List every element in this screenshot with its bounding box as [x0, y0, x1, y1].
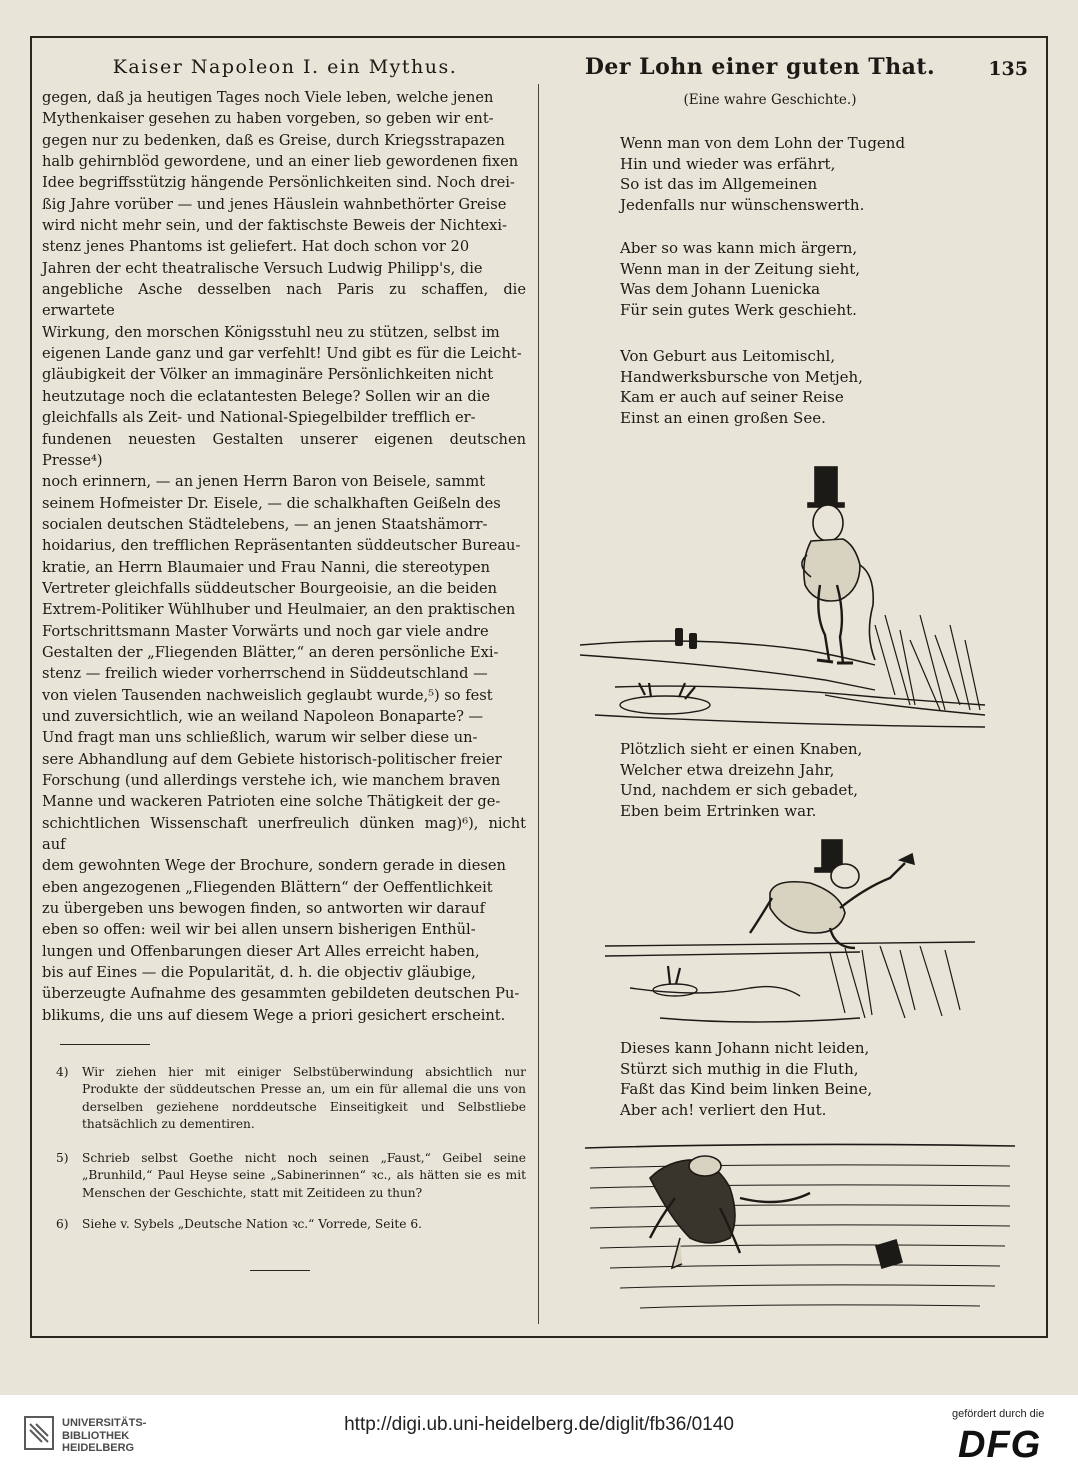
verse-line: Einst an einen großen See.	[620, 408, 826, 427]
footnote	[56, 1150, 526, 1202]
text-line: schichtlichen Wissenschaft unerfreulich dünken mag)⁶), nicht auf	[42, 814, 526, 854]
poem-stanza	[620, 346, 980, 428]
verse-line: Jedenfalls nur wünschenswerth.	[620, 195, 865, 214]
footnote-text: Wir ziehen hier mit einiger Selbstüberwindung absichtlich nur Produkte der süddeutschen Presse an, um ein für allemal die uns von derselben geziehene norddeutsche Einseitigkeit und Selbstliebe thatsächlich zu dementiren.	[82, 1065, 526, 1132]
text-line: Manne und wackeren Patrioten eine solche Thätigkeit der ge-	[42, 793, 501, 811]
verse-line: Dieses kann Johann nicht leiden,	[620, 1039, 870, 1057]
verse-line: Wenn man in der Zeitung sieht,	[620, 259, 861, 278]
verse-line: Faßt das Kind beim linken Beine,	[620, 1080, 873, 1099]
text-line: Gestalten der „Fliegenden Blätter,“ an deren persönliche Exi-	[42, 643, 499, 661]
text-line: hoidarius, den trefflichen Repräsentanten süddeutscher Bureau-	[42, 537, 521, 555]
text-line: eben angezogenen „Fliegenden Blättern“ der Oeffentlichkeit	[42, 878, 493, 896]
text-line: stenz — freilich wieder vorherrschend in Süddeutschland —	[42, 665, 488, 683]
text-line: von vielen Tausenden nachweislich geglaubt wurde,⁵) so fest	[42, 686, 493, 704]
text-line: lungen und Offenbarungen dieser Art Alles erreicht haben,	[42, 942, 480, 960]
dfg-logo: DFG	[958, 1424, 1042, 1466]
illustration-rescue-in-water	[580, 1138, 1020, 1328]
library-name-line: BIBLIOTHEK	[62, 1429, 130, 1442]
text-line: gegen nur zu bedenken, daß es Greise, durch Kriegsstrapazen	[42, 131, 505, 149]
text-line: gleichfalls als Zeit- und National-Spiegelbilder trefflich er-	[42, 409, 476, 427]
text-line: sere Abhandlung auf dem Gebiete historisch-politischer freier	[42, 750, 502, 768]
poem-title: Der Lohn einer guten That.	[584, 54, 936, 80]
text-line: wird nicht mehr sein, und der faktischste Beweis der Nichtexi-	[42, 217, 507, 235]
text-line: und zuversichtlich, wie an weiland Napoleon Bonaparte? —	[42, 707, 484, 725]
illustration-man-at-lake	[575, 465, 995, 735]
footnote	[56, 1064, 526, 1134]
verse-line: Eben beim Ertrinken war.	[620, 801, 817, 820]
text-line: zu übergeben uns bewogen finden, so antworten wir darauf	[42, 900, 486, 918]
footnote	[56, 1216, 526, 1233]
footnote-number: 5)	[56, 1151, 69, 1165]
permalink-url[interactable]: http://digi.ub.uni-heidelberg.de/diglit/fb36/0140	[344, 1414, 734, 1435]
verse-line: Für sein gutes Werk geschieht.	[620, 300, 857, 319]
text-line: bis auf Eines — die Popularität, d. h. die objectiv gläubige,	[42, 964, 476, 982]
library-name-line: HEIDELBERG	[62, 1442, 135, 1454]
text-line: Forschung (und allerdings verstehe ich, wie manchem braven	[42, 772, 501, 789]
text-line: blikums, die uns auf diesem Wege a priori gesichert erscheint.	[42, 1006, 506, 1024]
poem-stanza	[620, 133, 980, 215]
verse-line: Wenn man von dem Lohn der Tugend	[620, 134, 906, 152]
text-line: Und fragt man uns schließlich, warum wir selber diese un-	[42, 729, 478, 747]
column-divider	[538, 84, 539, 1324]
text-line: eigenen Lande ganz und gar verfehlt! Und gibt es für die Leicht-	[42, 345, 522, 363]
footnote-text: Schrieb selbst Goethe nicht noch seinen „Faust,“ Geibel seine „Brunhild,“ Paul Heyse seine „Sabinerinnen“ ꝛc., als hätten sie es mit Menschen der Geschichte, statt mit Zeitideen zu thun?	[82, 1151, 526, 1200]
text-line: gläubigkeit der Völker an immaginäre Persönlichkeiten nicht	[42, 366, 494, 384]
text-line: angebliche Asche desselben nach Paris zu schaffen, die erwartete	[42, 281, 526, 320]
funding-label: gefördert durch die	[952, 1408, 1045, 1420]
verse-line: Hin und wieder was erfährt,	[620, 154, 836, 173]
text-line: Jahren der echt theatralische Versuch Ludwig Philipp's, die	[42, 259, 483, 277]
verse-line: Aber ach! verliert den Hut.	[620, 1100, 827, 1119]
poem-subtitle: (Eine wahre Geschichte.)	[683, 92, 857, 108]
text-line: stenz jenes Phantoms ist geliefert. Hat doch schon vor 20	[42, 238, 470, 256]
text-line: heutzutage noch die eclatantesten Belege? Sollen wir an die	[42, 387, 490, 405]
end-rule	[250, 1270, 310, 1271]
text-line: socialen deutschen Städtelebens, — an jenen Staatshämorr-	[42, 515, 488, 533]
text-line: noch erinnern, — an jenen Herrn Baron von Beisele, sammt	[42, 473, 486, 491]
text-line: fundenen neuesten Gestalten unserer eigenen deutschen Presse⁴)	[42, 430, 526, 469]
footnote-text: Siehe v. Sybels „Deutsche Nation ꝛc.“ Vorrede, Seite 6.	[82, 1217, 423, 1231]
text-line: dem gewohnten Wege der Brochure, sondern gerade in diesen	[42, 857, 506, 875]
page-number: 135	[988, 58, 1028, 80]
verse-line: Handwerksbursche von Metjeh,	[620, 367, 863, 386]
library-name-line: UNIVERSITÄTS-	[62, 1417, 147, 1429]
text-line: seinem Hofmeister Dr. Eisele, — die schalkhaften Geißeln des	[42, 494, 501, 512]
verse-line: Aber so was kann mich ärgern,	[620, 239, 858, 257]
poem-stanza	[620, 238, 980, 320]
footnote-number: 6)	[56, 1217, 69, 1231]
text-line: Idee begriffsstützig hängende Persönlichkeiten sind. Noch drei-	[42, 174, 515, 192]
text-line: Wirkung, den morschen Königsstuhl neu zu stützen, selbst im	[42, 323, 500, 341]
verse-line: So ist das im Allgemeinen	[620, 175, 818, 194]
text-line: ßig Jahre vorüber — und jenes Häuslein wahnbethörter Greise	[42, 195, 507, 213]
illustration-man-jumping	[600, 838, 980, 1028]
article-column	[42, 87, 526, 1026]
verse-line: Von Geburt aus Leitomischl,	[620, 347, 836, 365]
poem-stanza	[620, 1038, 980, 1120]
text-line: Fortschrittsmann Master Vorwärts und noch gar viele andre	[42, 622, 489, 640]
text-line: Vertreter gleichfalls süddeutscher Bourgeoisie, an die beiden	[42, 579, 498, 597]
verse-line: Kam er auch auf seiner Reise	[620, 388, 844, 407]
verse-line: Was dem Johann Luenicka	[620, 280, 821, 299]
text-line: überzeugte Aufnahme des gesammten gebildeten deutschen Pu-	[42, 985, 520, 1003]
verse-line: Welcher etwa dreizehn Jahr,	[620, 760, 835, 779]
text-line: Mythenkaiser gesehen zu haben vorgeben, so geben wir ent-	[42, 110, 494, 128]
footnote-divider	[60, 1044, 150, 1045]
poem-stanza	[620, 739, 980, 821]
text-line: Extrem-Politiker Wühlhuber und Heulmaier, an den praktischen	[42, 601, 516, 619]
text-line: halb gehirnblöd gewordene, und an einer lieb gewordenen fixen	[42, 153, 519, 171]
text-line: kratie, an Herrn Blaumaier und Frau Nanni, die stereotypen	[42, 558, 491, 576]
text-line: gegen, daß ja heutigen Tages noch Viele leben, welche jenen	[42, 89, 494, 106]
text-line: eben so offen: weil wir bei allen unsern bisherigen Enthül-	[42, 921, 476, 939]
verse-line: Und, nachdem er sich gebadet,	[620, 781, 859, 800]
running-header-left: Kaiser Napoleon I. ein Mythus.	[112, 56, 458, 78]
verse-line: Stürzt sich muthig in die Fluth,	[620, 1059, 859, 1078]
footnote-number: 4)	[56, 1065, 69, 1079]
verse-line: Plötzlich sieht er einen Knaben,	[620, 740, 863, 758]
